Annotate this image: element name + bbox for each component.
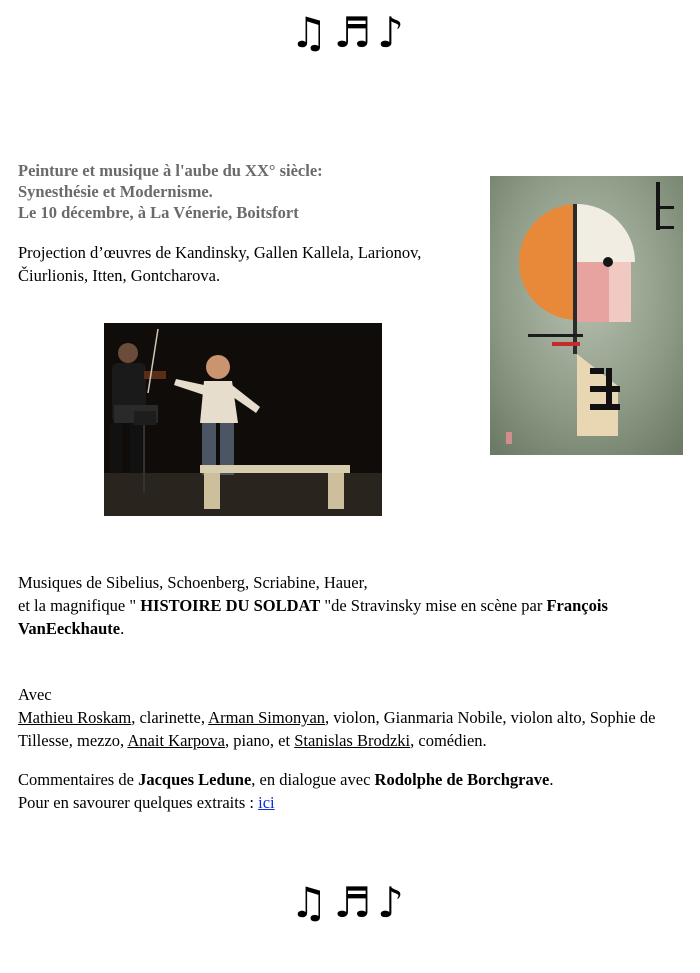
- performer-role-3: , piano, et: [224, 731, 295, 750]
- composers-line: Musiques de Sibelius, Schoenberg, Scriabine, Hauer,: [18, 573, 368, 592]
- performer-link-roskam[interactable]: Mathieu Roskam: [18, 708, 132, 727]
- performer-role-4: , comédien.: [410, 731, 487, 750]
- music-notes-decoration-top: [0, 8, 700, 58]
- music-program-paragraph: [18, 571, 678, 640]
- soldat-prefix: et la magnifique ": [18, 596, 141, 615]
- music-notes-icon: ♫♬♪: [289, 878, 411, 927]
- stage-performance-photo: [104, 323, 382, 516]
- excerpts-link[interactable]: ici: [258, 793, 275, 812]
- commentary-line: [18, 768, 678, 791]
- commentary-paragraph: [18, 768, 678, 814]
- performer-link-simonyan[interactable]: Arman Simonyan: [208, 708, 326, 727]
- performer-link-brodzki[interactable]: Stanislas Brodzki: [294, 731, 411, 750]
- performer-link-karpova[interactable]: Anait Karpova: [127, 731, 225, 750]
- performers-list: [18, 706, 678, 752]
- heading-line-title: Peinture et musique à l'aube du XX° siècle:: [18, 161, 323, 180]
- commentator-name-2: Rodolphe de Borchgrave: [374, 770, 550, 789]
- soldat-end: .: [120, 619, 125, 638]
- performers-paragraph: [18, 683, 678, 752]
- commentary-end: .: [549, 770, 554, 789]
- soldat-line: [18, 594, 678, 640]
- kandinsky-painting-image: [490, 176, 683, 455]
- heading-line-subtitle: Synesthésie et Modernisme.: [18, 182, 213, 201]
- performer-role-1: , clarinette,: [131, 708, 209, 727]
- heading-line-date-venue: Le 10 décembre, à La Vénerie, Boitsfort: [18, 203, 299, 222]
- work-title: HISTOIRE DU SOLDAT: [140, 596, 321, 615]
- projection-paragraph: Projection d’œuvres de Kandinsky, Gallen Kallela, Larionov, Čiurlionis, Itten, Gontcharova.: [18, 243, 422, 285]
- commentary-middle: , en dialogue avec: [251, 770, 375, 789]
- music-notes-decoration-bottom: [0, 878, 700, 928]
- commentary-prefix: Commentaires de: [18, 770, 139, 789]
- performers-intro: Avec: [18, 685, 52, 704]
- performer-role-2: , violon, Gianmaria Nobile, violon alto, Sophie de Tillesse, mezzo,: [18, 708, 656, 750]
- excerpts-line: [18, 791, 678, 814]
- commentator-name-1: Jacques Ledune: [138, 770, 252, 789]
- event-heading: [18, 160, 458, 223]
- music-notes-icon: ♫♬♪: [289, 8, 411, 57]
- excerpts-text: Pour en savourer quelques extraits :: [18, 793, 259, 812]
- soldat-middle: "de Stravinsky mise en scène par: [320, 596, 547, 615]
- director-name: François VanEeckhaute: [18, 596, 608, 638]
